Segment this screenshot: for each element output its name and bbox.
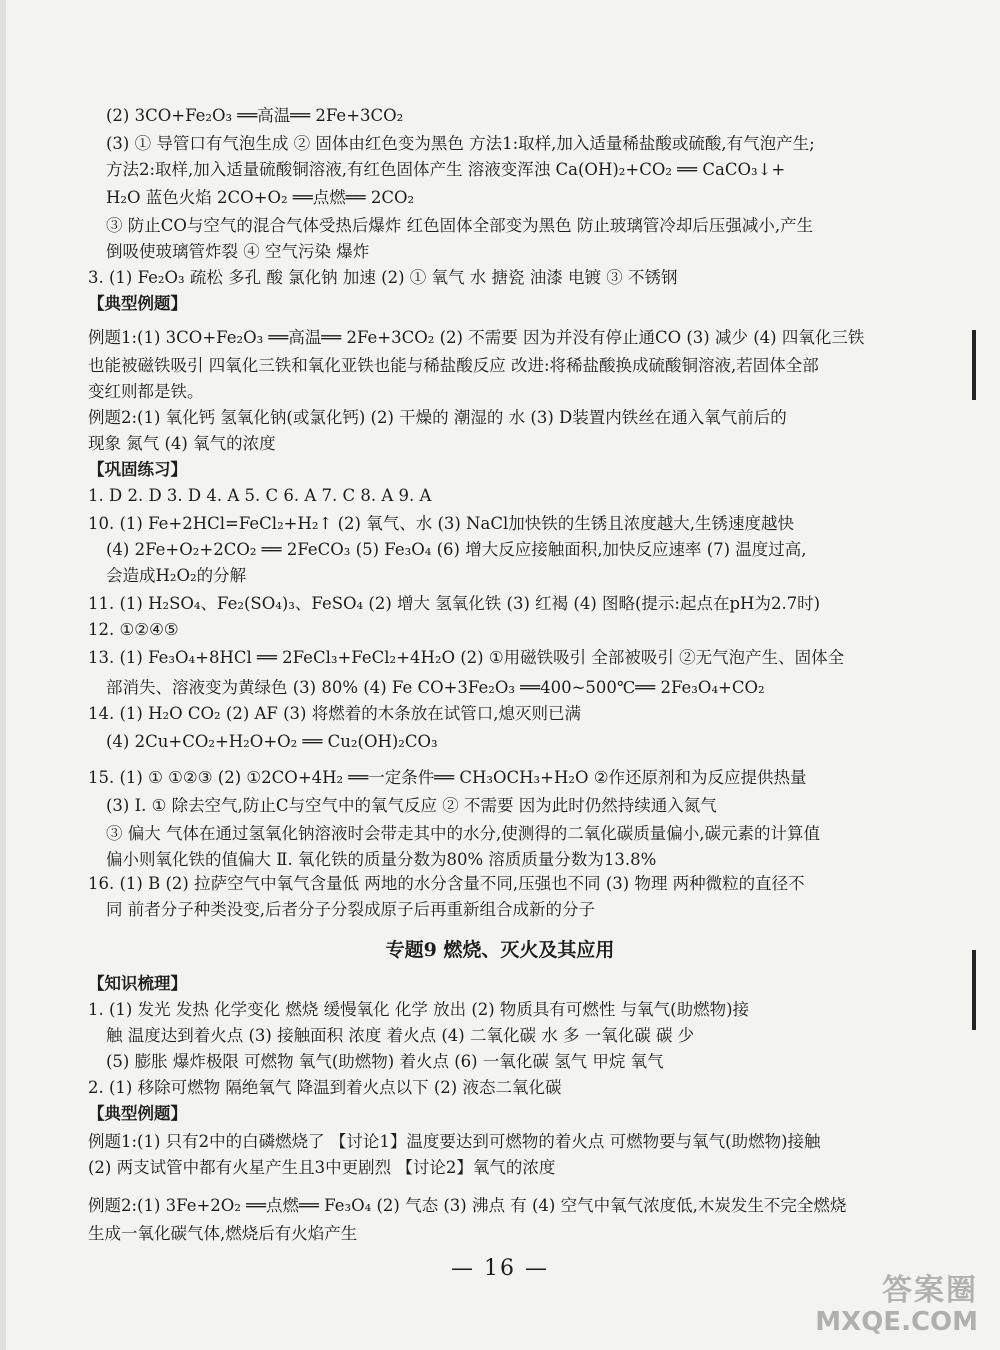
text-line: 变红则都是铁。: [88, 382, 204, 401]
text-line: 现象 氮气 (4) 氧气的浓度: [88, 434, 276, 453]
text-line: 11. (1) H₂SO₄、Fe₂(SO₄)₃、FeSO₄ (2) 增大 氢氧化铁 (3) 红褐 (4) 图略(提示:起点在pH为2.7时): [88, 594, 821, 613]
text-line: 10. (1) Fe+2HCl=FeCl₂+H₂↑ (2) 氧气、水 (3) NaCl加快铁的生锈且浓度越大,生锈速度越快: [88, 514, 794, 533]
text-line: (4) 2Cu+CO₂+H₂O+O₂ ══ Cu₂(OH)₂CO₃: [106, 732, 438, 751]
text-line: 例题2:(1) 3Fe+2O₂ ══点燃══ Fe₃O₄ (2) 气态 (3) 沸点 有 (4) 空气中氧气浓度低,木炭发生不完全燃烧: [88, 1196, 847, 1215]
text-line: (2) 3CO+Fe₂O₃ ══高温══ 2Fe+3CO₂: [106, 106, 404, 125]
text-line: 例题1:(1) 只有2中的白磷燃烧了 【讨论1】温度要达到可燃物的着火点 可燃物要与氧气(助燃物)接触: [88, 1132, 821, 1151]
text-line: 生成一氧化碳气体,燃烧后有火焰产生: [88, 1224, 358, 1243]
section-heading: 【巩固练习】: [88, 460, 187, 479]
text-line: 会造成H₂O₂的分解: [106, 566, 247, 585]
section-heading: 【典型例题】: [88, 294, 187, 313]
text-line: 14. (1) H₂O CO₂ (2) AF (3) 将燃着的木条放在试管口,熄灭则已满: [88, 704, 581, 723]
text-line: 16. (1) B (2) 拉萨空气中氧气含量低 两地的水分含量不同,压强也不同 (3) 物理 两种微粒的直径不: [88, 874, 805, 893]
text-line: 13. (1) Fe₃O₄+8HCl ══ 2FeCl₃+FeCl₂+4H₂O (2) ①用磁铁吸引 全部被吸引 ②无气泡产生、固体全: [88, 648, 845, 667]
page-edge-shadow: [0, 0, 6, 1350]
watermark-text: 答案圈: [882, 1273, 978, 1308]
text-line: 偏小则氧化铁的值偏大 Ⅱ. 氧化铁的质量分数为80% 溶质质量分数为13.8%: [106, 850, 657, 869]
watermark-url: MXQE.COM: [815, 1307, 978, 1337]
text-line: (2) 两支试管中都有火星产生且3中更剧烈 【讨论2】氧气的浓度: [88, 1158, 556, 1177]
text-line: (5) 膨胀 爆炸极限 可燃物 氧气(助燃物) 着火点 (6) 一氧化碳 氢气 甲烷 氧气: [106, 1052, 664, 1071]
text-line: 触 温度达到着火点 (3) 接触面积 浓度 着火点 (4) 二氧化碳 水 多 一氧化碳 碳 少: [106, 1026, 695, 1045]
watermark-logo: [815, 1274, 978, 1336]
text-line: 方法2:取样,加入适量硫酸铜溶液,有红色固体产生 溶液变浑浊 Ca(OH)₂+CO₂ ══ CaCO₃↓+: [106, 160, 786, 179]
margin-mark: [972, 330, 976, 400]
section-title: 专题9 燃烧、灭火及其应用: [385, 939, 615, 961]
text-line: 例题1:(1) 3CO+Fe₂O₃ ══高温══ 2Fe+3CO₂ (2) 不需要 因为并没有停止通CO (3) 减少 (4) 四氧化三铁: [88, 328, 865, 347]
text-line: (3) Ⅰ. ① 除去空气,防止C与空气中的氧气反应 ② 不需要 因为此时仍然持续通入氮气: [106, 796, 717, 815]
text-line: ③ 防止CO与空气的混合气体受热后爆炸 红色固体全部变为黑色 防止玻璃管冷却后压强减小,产生: [106, 216, 814, 235]
page-number: — 16 —: [451, 1256, 549, 1281]
section-heading: 【典型例题】: [88, 1104, 187, 1123]
text-line: 15. (1) ① ①②③ (2) ①2CO+4H₂ ══一定条件══ CH₃OCH₃+H₂O ②作还原剂和为反应提供热量: [88, 768, 807, 787]
text-line: 倒吸使玻璃管炸裂 ④ 空气污染 爆炸: [106, 242, 370, 261]
text-line: 部消失、溶液变为黄绿色 (3) 80% (4) Fe CO+3Fe₂O₃ ══400~500℃══ 2Fe₃O₄+CO₂: [106, 678, 765, 697]
text-line: ③ 偏大 气体在通过氢氧化钠溶液时会带走其中的水分,使测得的二氧化碳质量偏小,碳元素的计算值: [106, 824, 820, 843]
text-line: (3) ① 导管口有气泡生成 ② 固体由红色变为黑色 方法1:取样,加入适量稀盐酸或硫酸,有气泡产生;: [106, 134, 815, 153]
text-line: (4) 2Fe+O₂+2CO₂ ══ 2FeCO₃ (5) Fe₃O₄ (6) 增大反应接触面积,加快反应速率 (7) 温度过高,: [106, 540, 807, 559]
text-line: 12. ①②④⑤: [88, 620, 179, 639]
section-heading: 【知识梳理】: [88, 974, 187, 993]
text-line: 1. (1) 发光 发热 化学变化 燃烧 缓慢氧化 化学 放出 (2) 物质具有可燃性 与氧气(助燃物)接: [88, 1000, 750, 1019]
text-line: 1. D 2. D 3. D 4. A 5. C 6. A 7. C 8. A 9. A: [88, 486, 432, 505]
text-line: 2. (1) 移除可燃物 隔绝氧气 降温到着火点以下 (2) 液态二氧化碳: [88, 1078, 562, 1097]
text-line: 例题2:(1) 氧化钙 氢氧化钠(或氯化钙) (2) 干燥的 潮湿的 水 (3) D装置内铁丝在通入氧气前后的: [88, 408, 787, 427]
text-line: 同 前者分子种类没变,后者分子分裂成原子后再重新组合成新的分子: [106, 900, 595, 919]
text-line: H₂O 蓝色火焰 2CO+O₂ ══点燃══ 2CO₂: [106, 188, 415, 207]
text-line: 3. (1) Fe₂O₃ 疏松 多孔 酸 氯化钠 加速 (2) ① 氧气 水 搪瓷 油漆 电镀 ③ 不锈钢: [88, 268, 678, 287]
text-line: 也能被磁铁吸引 四氧化三铁和氧化亚铁也能与稀盐酸反应 改进:将稀盐酸换成硫酸铜溶液,若固体全部: [88, 356, 819, 375]
